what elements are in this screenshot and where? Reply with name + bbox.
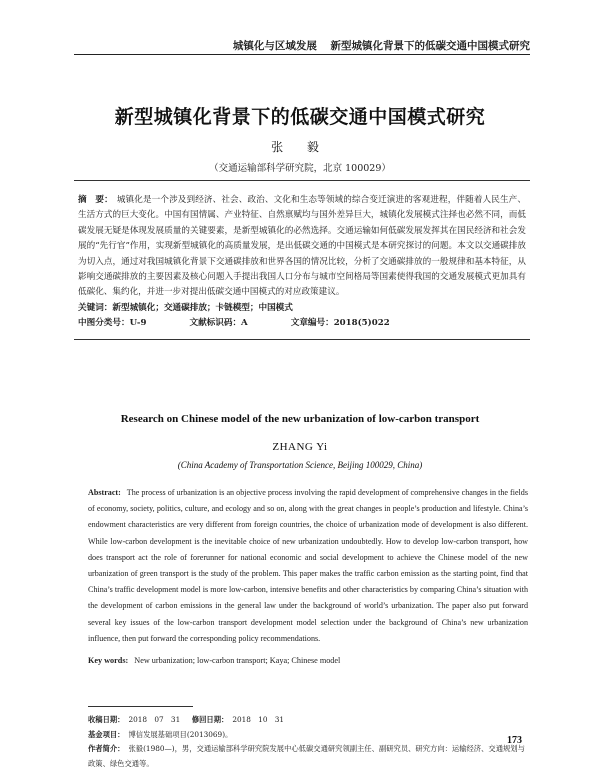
footnote-dates: 收稿日期： 2018 07 31 修回日期： 2018 10 31 [88,715,285,724]
footnote-fund: 基金项目： 博信发展基础项目(2013069)。 [88,729,233,739]
running-head-section: 城镇化与区域发展 [232,40,317,52]
chinese-keywords-label: 关键词： [78,302,113,313]
running-head-title: 新型城镇化背景下的低碳交通中国模式研究 [330,40,530,52]
running-head [233,38,530,53]
revised-date: 2018 10 31 [232,715,285,724]
chinese-keywords-text: 新型城镇化；交通碳排放；卡链模型；中国模式 [112,302,293,313]
english-abstract [88,485,528,647]
fund-text: 博信发展基础项目(2013069)。 [128,729,233,739]
english-abstract-label: Abstract: [88,488,121,497]
author-bio: 张毅(1980—)，男，交通运输部科学研究院发展中心低碳交通研究领副主任、副研究员、研究方向：运输经济、交通规划与政策、绿色交通等。 [88,744,525,768]
chinese-abstract [78,193,526,301]
footnote-author: 作者简介： 张毅(1980—)，男，交通运输部科学研究院发展中心低碳交通研究领副主任、副研究员、研究方向：运输经济、交通规划与政策、绿色交通等。 [88,744,525,768]
english-title: Research on Chinese model of the new urbanization of low-carbon transport [120,413,480,425]
header-rule [74,54,530,55]
chinese-abstract-block [74,180,530,340]
english-abstract-text: The process of urbanization is an objective process involving the rapid development of comprehensive changes in the fields of economy, society, politics, culture, and ecology and so on, along with the great changes in people’s production and lifestyle. China’s endowment characteristics are very different from foreign countries, the choice of urbanization mode of development is also different. While low-carbon development is the inevitable choice of new urbanization undoubtedly. How to develop low-carbon transport, how does transport act the role of forerunner for national economic and social development to achieve the Chinese model of the new urbanization of green transport is the study of the problem. This paper makes the traffic carbon emission as the starting point, find that China’s traffic development model is more low-carbon, intensive benefits and other characteristics by comparing China’s situation with the development of carbon emissions in the general law under the background of world’s urbanization. The paper also put forward several key issues of the low-carbon transport development model selection under the background of China’s new urbanization influence, then put forward the corresponding policy recommendations. [88,488,528,643]
article-number: 文章编号：2018(5)022 [290,317,390,328]
chinese-abstract-text: 城镇化是一个涉及到经济、社会、政治、文化和生态等领域的综合变迁演进的客观进程，伴随着人民生产、生活方式的巨大变化。中国有国情属、产业特征、自然禀赋均与国外差异巨大，城镇化发展模式注择也必然不同，而低碳发展无疑是体现发展质量的关键要素，是新型城镇化的必然选择。交通运输如何低碳发展发挥其在国民经济和社会发展的“先行官”作用，实现新型城镇化的高质量发展，是出低碳交通的中国模式是本研究探讨的问题。本文以交通碳排放为切入点，通过对我国城镇化背景下交通碳排放和世界各国的情况比较，分析了交通碳排放的一般规律和基本特征，从影响交通碳排放的主要因素及核心问题入手提出我国人口分布与城市空间格局等国素使得我国的交通发展模式更加具有低碳化、集约化，并进一步对提出低碳交通中国模式的对应政策建议。 [78,195,526,298]
english-keywords-label: Key words: [88,656,129,665]
chinese-affiliation: （交通运输部科学研究院，北京 100029） [209,163,391,174]
chinese-keywords [78,301,526,316]
chinese-abstract-label: 摘 要： [78,195,113,205]
chinese-author: 张 毅 [271,140,329,154]
page-number: 173 [507,735,522,746]
footnotes [88,713,528,768]
english-keywords-text: New urbanization; low-carbon transport; Kaya; Chinese model [134,656,341,665]
document-code: 文献标识码：A [189,317,248,328]
received-date: 2018 07 31 [128,715,181,724]
english-keywords [88,656,528,665]
english-author: ZHANG Yi [272,441,328,453]
chinese-title: 新型城镇化背景下的低碳交通中国模式研究 [114,106,486,128]
clc-number: 中图分类号：U-9 [78,317,147,328]
english-affiliation: (China Academy of Transportation Science, Beijing 100029, China) [177,460,423,470]
classification-line [78,316,526,331]
footnote-rule [88,706,193,707]
